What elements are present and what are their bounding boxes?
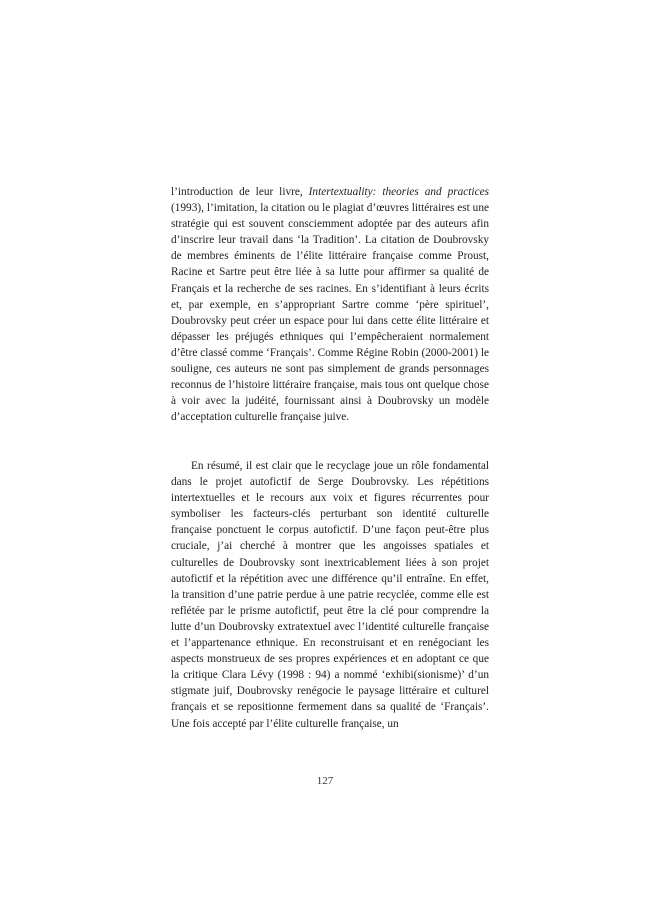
paragraph-intro-text: l’introduction de leur livre, [171,186,309,198]
page-number: 127 [316,775,334,787]
paragraph-body-text: (1993), l’imitation, la citation ou le plagiat d’œuvres littéraires est une stratégie qui est souvent consciemment adoptée par des auteurs afin d’inscrire leur travail dans ‘la Tradition’. La citation de Doubrovsky de membres éminents de l’élite littéraire française comme Proust, Racine et Sartre peut être liée à sa lutte pour affirmer sa qualité de Français et la recherche de ses racines. En s’identifiant à leurs écrits et, par exemple, en s’appropriant Sartre comme ‘père spirituel’, Doubrovsky peut créer un espace pour lui dans cette élite littéraire et dépasser les préjugés ethniques qui l’empêcheraient normalement d’être classé comme ‘Français’. Comme Régine Robin (2000-2001) le souligne, ces auteurs ne sont pas simplement de grands personnages reconnus de l’histoire littéraire française, mais tous ont quelque chose à voir avec la judéité, fournissant ainsi à Doubrovsky un modèle d’acceptation culturelle française juive. [171,202,489,424]
paragraph-summary: En résumé, il est clair que le recyclage joue un rôle fondamental dans le projet autofictif de Serge Doubrovsky. Les répétitions intertextuelles et le recours aux voix et figures récurrentes pour symboliser les facteurs-clés perturbant son identité culturelle française ponctuent le corpus autofictif. D’une façon peut-être plus cruciale, j’ai cherché à montrer que les angoisses spatiales et culturelles de Doubrovsky sont inextricablement liées à son projet autofictif et la répétition avec une différence qu’il entraîne. En effet, la transition d’une patrie perdue à une patrie recyclée, comme elle est reflétée par le prisme autofictif, peut être la clé pour comprendre la lutte d’un Doubrovsky extratextuel avec l’identité culturelle française et l’appartenance ethnique. En reconstruisant et en renégociant les aspects monstrueux de ses propres expériences et en adoptant ce que la critique Clara Lévy (1998 : 94) a nommé ‘exhibi(sionisme)’ d’un stigmate juif, Doubrovsky renégocie le paysage littéraire et culturel français et se repositionne fermement dans sa qualité de ‘Français’. Une fois accepté par l’élite culturelle française, un [171,460,489,730]
paragraph-intertextuality [171,184,489,425]
book-title: Intertextuality: theories and practices [308,186,489,198]
